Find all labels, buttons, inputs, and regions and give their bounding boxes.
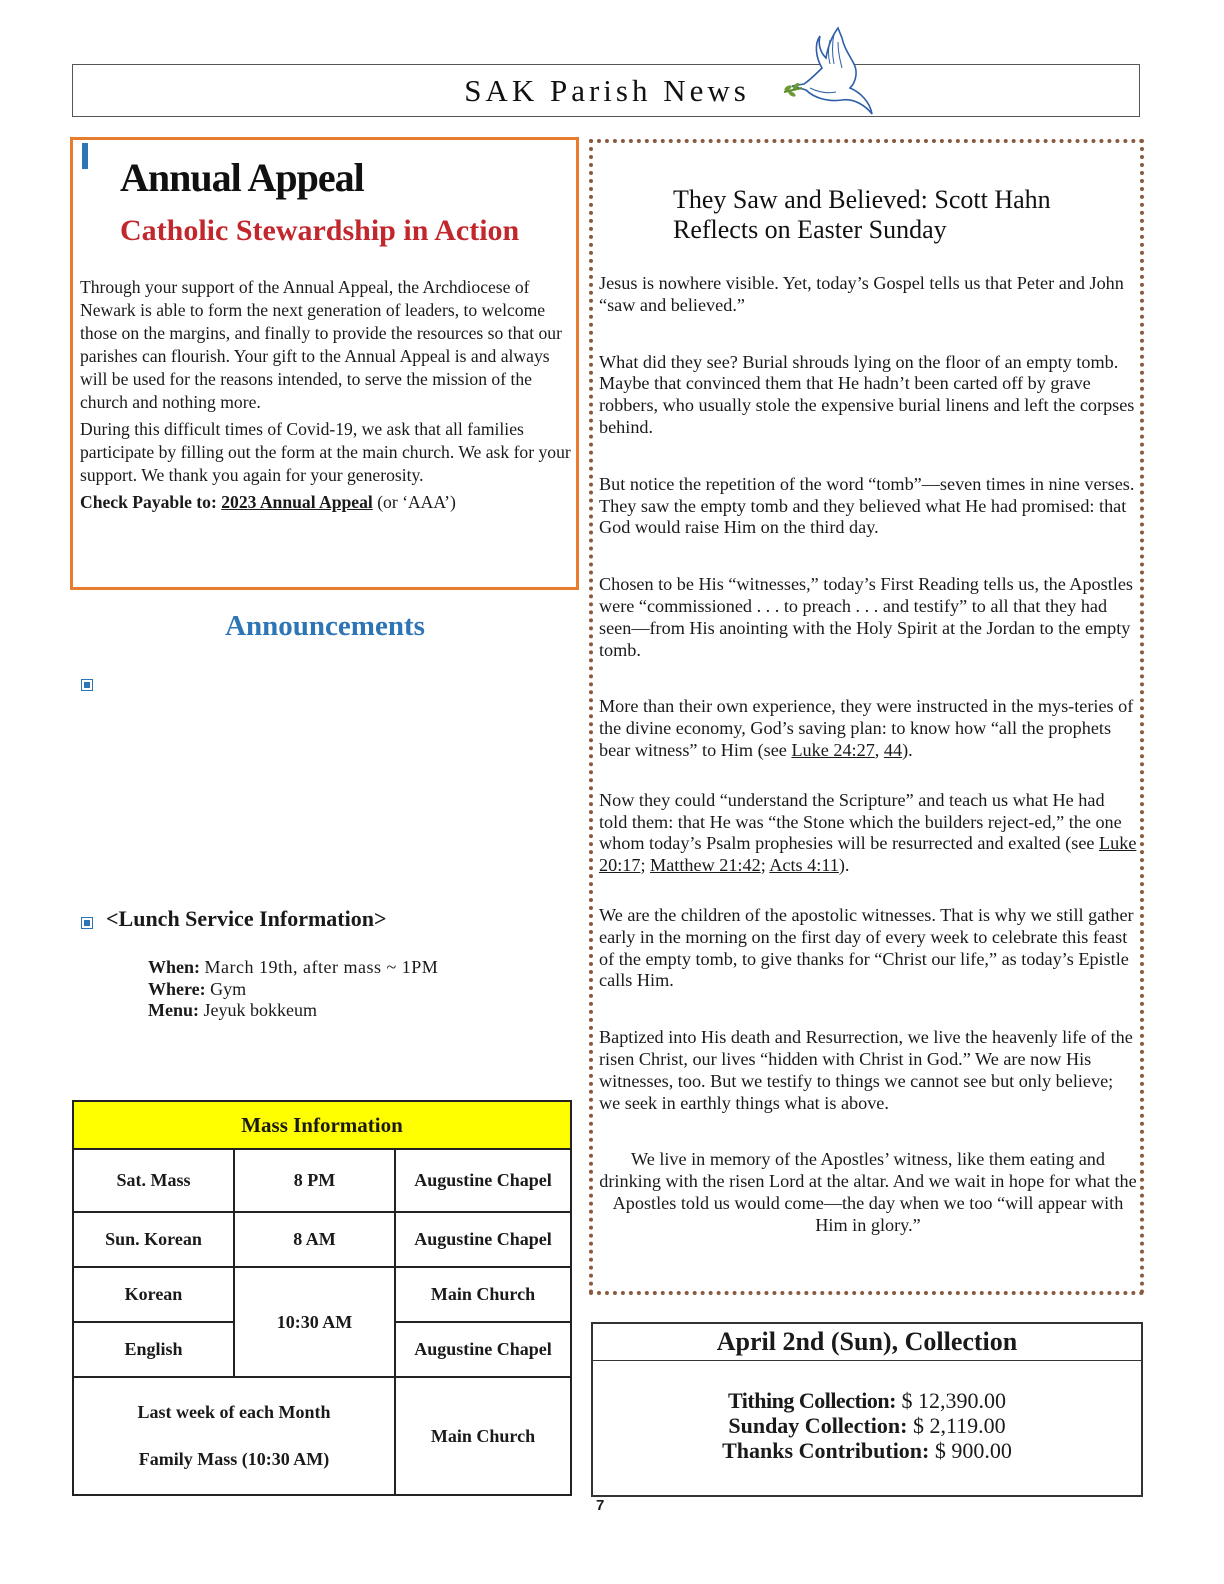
mass-place-cell: Main Church [396,1268,570,1323]
page-number: 7 [596,1497,605,1514]
appeal-paragraph: Through your support of the Annual Appeal, the Archdiocese of Newark is able to form the next generation of leaders, to welcome those on the margins, and finally to provide the resources so that our parishes can flourish. Your gift to the Annual Appeal is and always will be used for the reasons intended, to serve the mission of the church and nothing more. [80,277,562,412]
mass-info-table [72,1100,572,1496]
dove-icon [780,22,880,122]
scripture-link[interactable]: Matthew 21:42 [650,855,761,876]
article-paragraph: Jesus is nowhere visible. Yet, today’s Gospel tells us that Peter and John “saw and believed.” [599,273,1124,315]
article-title: They Saw and Believed: Scott Hahn Reflects on Easter Sunday [673,185,1051,244]
article-paragraph: We live in memory of the Apostles’ witness, like them eating and drinking with the risen Lord at the altar. And we wait in hope for what the Apostles told us would come—the day when we too “will appear with Him in glory.” [599,1149,1137,1235]
family-mass-line: Last week of each Month [137,1402,331,1422]
mass-name-cell: Korean [74,1268,235,1323]
lunch-heading: <Lunch Service Information> [106,906,387,931]
article-paragraph: Baptized into His death and Resurrection, we live the heavenly life of the risen Christ, our lives “hidden with Christ in God.” We are now His witnesses, too. But we testify to things we cannot see but only believe; we seek in earthly things what is above. [599,1027,1133,1113]
collection-title: April 2nd (Sun), Collection [593,1324,1141,1361]
tithing-line: Tithing Collection: $ 12,390.00 [728,1388,1006,1413]
article-paragraph: We are the children of the apostolic witnesses. That is why we still gather early in the morning on the first day of every week to celebrate this feast of the empty tomb, to give thanks for “Christ our life,” as today’s Epistle calls Him. [599,904,1134,991]
mass-time-cell: 10:30 AM [235,1268,396,1378]
newsletter-header [72,64,1140,117]
newsletter-title: SAK Parish News [464,73,750,108]
bullet-icon [81,679,93,691]
article-paragraph: Chosen to be His “witnesses,” today’s First Reading tells us, the Apostles were “commissioned . . . to preach . . . and testify” to all that they had seen—from His anointing with the Holy Spirit at the Jordan to the empty tomb. [599,574,1133,660]
mass-name-cell: Sat. Mass [74,1150,235,1213]
annual-appeal-box [70,137,579,590]
lunch-menu: Menu: Jeyuk bokkeum [148,1000,317,1020]
scripture-link[interactable]: Luke 20:17 [599,833,1137,876]
mass-place-cell: Augustine Chapel [396,1323,570,1378]
mass-name-cell: Sun. Korean [74,1213,235,1268]
scripture-link[interactable]: 44 [883,739,903,760]
appeal-title: Annual Appeal [120,155,364,200]
appeal-body [80,276,574,518]
mass-time-cell: 8 PM [235,1150,396,1213]
check-label: Check Payable to: [80,492,222,512]
article-paragraph: But notice the repetition of the word “tomb”—seven times in nine verses. They saw the empty tomb and they believed what He had promised: that God would raise Him on the third day. [599,473,1135,538]
mass-table-title: Mass Information [74,1102,570,1150]
article-body [599,273,1137,1237]
collection-body [593,1388,1141,1463]
scripture-link[interactable]: Acts 4:11 [769,855,839,876]
appeal-marker [82,143,88,169]
family-mass-place-cell: Main Church [430,1425,536,1446]
article-paragraph: Now they could “understand the Scripture” and teach us what He had told them: that He was “the Stone which the builders reject-ed,” the one whom today’s Psalm prophesies will be resurrected and exalted (see Luke 20:17; Matthew 21:42; Acts 4:11). [599,789,1137,876]
mass-place-cell: Augustine Chapel [396,1213,570,1268]
mass-name-cell: English [74,1323,235,1378]
article-paragraph: More than their own experience, they were instructed in the mys-teries of the divine economy, God’s saving plan: to know how “all the prophets bear witness” to Him (see Luke 24:27, 44). [599,696,1134,760]
appeal-subtitle: Catholic Stewardship in Action [120,214,520,247]
bullet-icon [81,917,93,929]
family-mass-line: Family Mass (10:30 AM) [138,1449,330,1469]
appeal-paragraph: During this difficult times of Covid-19, we ask that all families participate by filling out the form at the main church. We ask for your support. We thank you again for your generosity. [80,419,571,485]
lunch-where: Where: Gym [148,978,247,999]
lunch-details [148,957,438,1022]
mass-time-cell: 8 AM [235,1213,396,1268]
thanks-line: Thanks Contribution: $ 900.00 [722,1438,1012,1463]
announcements-title: Announcements [225,610,425,642]
check-payee: 2023 Annual Appeal [221,492,373,512]
check-payable-line [80,491,574,514]
easter-article [589,139,1144,1295]
family-mass-cell [74,1378,396,1494]
check-note: (or ‘AAA’) [372,492,456,512]
scripture-link[interactable]: Luke 24:27 [791,739,875,760]
lunch-when: When: March 19th, after mass ~ 1PM [148,957,439,977]
mass-place-cell: Augustine Chapel [396,1150,570,1213]
collection-box [591,1322,1143,1497]
article-paragraph: What did they see? Burial shrouds lying on the floor of an empty tomb. Maybe that convinced them that He hadn’t been carted off by grave robbers, who usually stole the expensive burial linens and left the corpses behind. [599,351,1135,437]
sunday-line: Sunday Collection: $ 2,119.00 [728,1413,1006,1438]
